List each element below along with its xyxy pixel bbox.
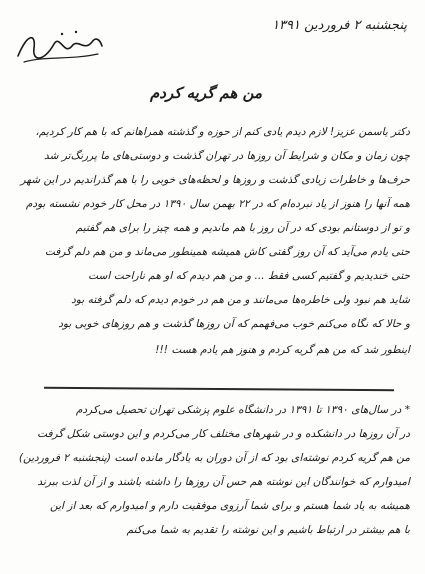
- text-line: * در سال‌های ۱۳۹۰ تا ۱۳۹۱ در دانشگاه علوم پزشکی تهران تحصیل می‌کردم: [75, 404, 410, 416]
- text-line: امیدوارم که خوانندگان این نوشته هم حس آن روزها را داشته باشند و از آن لذت ببرند: [37, 476, 410, 488]
- author-signature: [14, 26, 106, 68]
- text-line: چون زمان و مکان و شرایط آن روزها در تهران گذشت و دوستی‌های ما پررنگ‌تر شد: [44, 150, 410, 162]
- letter-title: من هم گریه کردم: [150, 84, 263, 102]
- text-line: من هم گریه کردم نوشته‌ای بود که از آن دوران به یادگار مانده است (پنجشنبه ۲ فروردین): [18, 452, 410, 464]
- text-line: در آن روزها در دانشکده و در شهرهای مختلف کار می‌کردم و این دوستی شکل گرفت: [37, 428, 410, 440]
- text-line: همیشه به یاد شما هستم و برای شما آرزوی موفقیت دارم و امیدوارم که بعد از این: [50, 500, 410, 512]
- text-line: حرف‌ها و خاطرات زیادی گذشت و روزها و لحظه‌های خوبی را با هم گذراندیم در این شهر: [20, 174, 410, 186]
- text-line: حتی یادم می‌آید که آن روز گفتی کاش همیشه همینطور می‌ماند و من هم دلم گرفت: [44, 246, 410, 258]
- text-line: و حالا که نگاه می‌کنم خوب می‌فهمم که آن روزها گذشت و هم روزهای خوبی بود: [58, 318, 410, 330]
- text-line: دکتر یاسمن عزیز! لازم دیدم یادی کنم از حوزه و گذشته همراهانم که با هم کار کردیم،: [35, 126, 410, 138]
- text-line: شاید هم نبود ولی خاطره‌ها می‌مانند و من هم در خودم دیدم که دلم گرفته بود: [71, 294, 410, 306]
- text-line: اینطور شد که من هم گریه کردم و هنوز هم یادم هست !!!: [155, 344, 410, 356]
- section-divider: [44, 387, 394, 391]
- text-line: حتی خندیدیم و گفتیم کسی فقط ... و من هم دیدم که او هم ناراحت است: [88, 270, 410, 282]
- text-line: با هم بیشتر در ارتباط باشیم و این نوشته را تقدیم به شما می‌کنم: [126, 524, 410, 536]
- letter-date: پنجشنبه ۲ فروردین ۱۳۹۱: [272, 18, 407, 33]
- text-line: همه آنها را هنوز از یاد نبرده‌ام که در ۲۲ بهمن سال ۱۳۹۰ در محل کار خودم نشسته بودم: [25, 198, 410, 210]
- text-line: و تو از دوستانم بودی که در آن روز با هم ماندیم و همه چیز را برای هم گفتیم: [75, 222, 410, 234]
